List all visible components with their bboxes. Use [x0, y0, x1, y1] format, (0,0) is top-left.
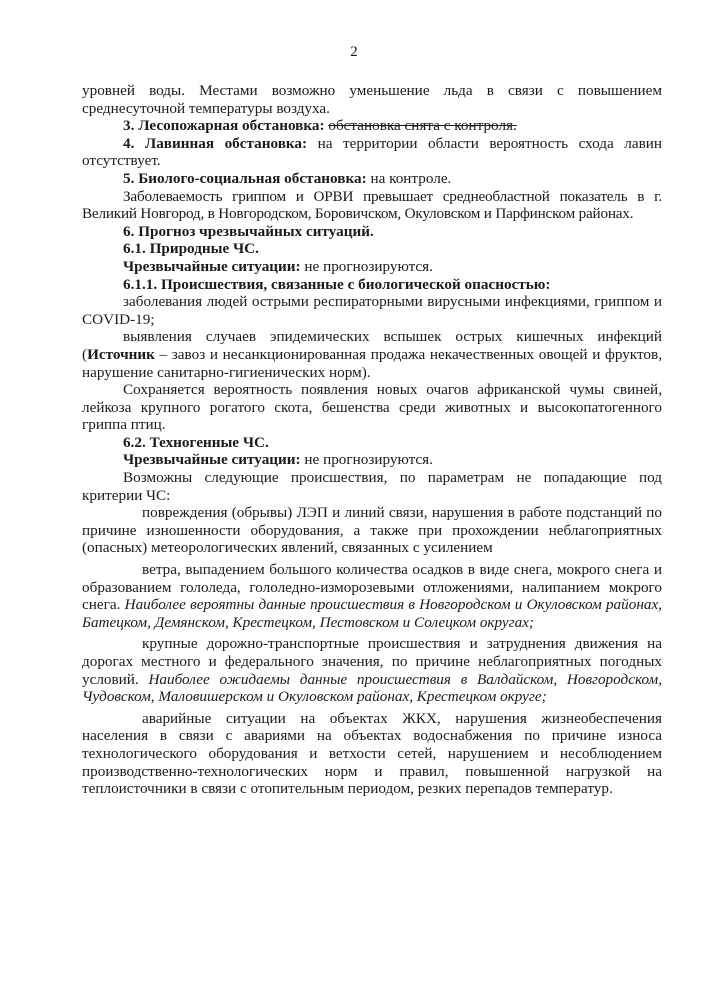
heading-bio-social: 5. Биолого-социальная обстановка: — [123, 169, 367, 187]
heading-technogenic-es: 6.2. Техногенные ЧС. — [123, 433, 269, 451]
paragraph-possible-incidents: Возможны следующие происшествия, по параметрам не попадающие под критерии ЧС: — [82, 469, 662, 504]
forest-fire-status: обстановка снята с контроля. — [328, 117, 517, 135]
label-es: Чрезвычайные ситуации: — [123, 257, 301, 275]
paragraph-natural-es-status: Чрезвычайные ситуации: не прогнозируются. — [123, 257, 433, 275]
document-body — [82, 82, 662, 798]
paragraph-road-accidents: крупные дорожно-транспортные происшествия и затруднения движения на дорогах местного и федерального значения, по причине неблагоприятных погодных условий. Наиболее ожидаемы данные происшествия в Валдайском, Новгородском, Чудовском, Маловишерском и Окуловском районах, Крестецком округе; — [82, 635, 662, 706]
paragraph-utilities: аварийные ситуации на объектах ЖКХ, нарушения жизнеобеспечения населения в связи с авариями на объектах водоснабжения по причине износа технологического оборудования и ветхости сетей, нарушением и несоблюдением производственно-технологических норм и правил, повышенной нагрузкой на теплоисточники в связи с отопительным периодом, резких перепадов температур. — [82, 709, 662, 798]
paragraph-water-level: уровней воды. Местами возможно уменьшение льда в связи с повышением среднесуточной температуры воздуха. — [82, 82, 662, 117]
page-number: 2 — [350, 44, 358, 60]
paragraph-animal-diseases: Сохраняется вероятность появления новых очагов африканской чумы свиней, лейкоза крупного рогатого скота, бешенства среди животных и высокопатогенного гриппа птиц. — [82, 381, 662, 434]
paragraph-forest-fire — [82, 117, 662, 135]
paragraph-technogenic-es-status: Чрезвычайные ситуации: не прогнозируются. — [123, 451, 433, 469]
paragraph-power-lines: повреждения (обрывы) ЛЭП и линий связи, нарушения в работе подстанций по причине изношенности оборудования, а также при прохождении неблагоприятных (опасных) метеорологических явлений, связанных с усилением — [82, 504, 662, 557]
paragraph-bio-social — [82, 170, 662, 188]
likely-areas-power: Наиболее вероятны данные происшествия в Новгородском и Окуловском районах, Батецком, Демянском, Крестецком, Пестовском и Солецком округах; — [82, 596, 662, 631]
label-source: Источник — [87, 345, 155, 363]
label-es-2: Чрезвычайные ситуации: — [123, 451, 301, 469]
heading-avalanche: 4. Лавинная обстановка: — [123, 134, 308, 152]
paragraph-respiratory: заболевания людей острыми респираторными вирусными инфекциями, гриппом и COVID-19; — [82, 293, 662, 328]
likely-areas-roads: Наиболее ожидаемы данные происшествия в Валдайском, Новгородском, Чудовском, Маловишерском и Окуловском районах, Крестецком округе; — [82, 670, 662, 706]
heading-natural-es: 6.1. Природные ЧС. — [123, 240, 259, 258]
bio-social-status: на контроле. — [370, 169, 452, 187]
paragraph-intestinal: выявления случаев эпидемических вспышек острых кишечных инфекций (Источник – завоз и несанкционированная продажа некачественных овощей и фруктов, нарушение санитарно-гигиенических норм). — [82, 328, 662, 381]
paragraph-flu: Заболеваемость гриппом и ОРВИ превышает среднеобластной показатель в г. Великий Новгород, в Новгородском, Боровичском, Окуловском и Парфинском районах. — [82, 187, 662, 223]
heading-bio-incidents: 6.1.1. Происшествия, связанные с биологической опасностью: — [123, 275, 551, 293]
heading-forecast: 6. Прогноз чрезвычайных ситуаций. — [123, 222, 374, 240]
heading-forest-fire: 3. Лесопожарная обстановка: — [123, 117, 325, 135]
avalanche-status: на территории области вероятность схода лавин отсутствует. — [82, 134, 663, 170]
paragraph-wind-snow: ветра, выпадением большого количества осадков в виде снега, мокрого снега и образованием гололеда, гололедно-изморозевыми отложениями, налипанием мокрого снега. Наиболее вероятны данные происшествия в Новгородском и Окуловском районах, Батецком, Демянском, Крестецком, Пестовском и Солецком округах; — [82, 561, 662, 631]
paragraph-avalanche — [82, 135, 662, 170]
